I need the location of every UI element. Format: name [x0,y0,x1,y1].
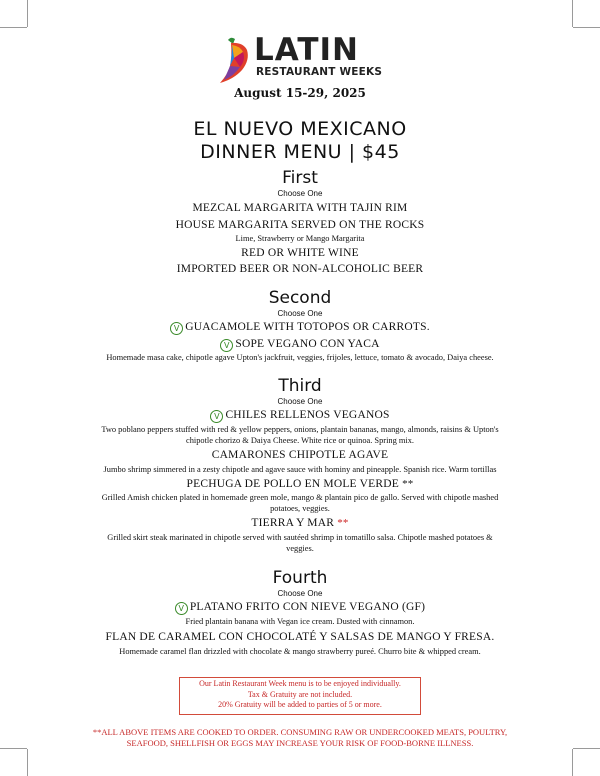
item-description: Lime, Strawberry or Mango Margarita [235,234,365,243]
item-description: Fried plantain banana with Vegan ice cream. Dusted with cinnamon. [185,617,415,626]
menu-item: TIERRA Y MAR ** [251,517,349,529]
policy-notice-box [179,677,421,715]
disclaimer-line: **ALL ABOVE ITEMS ARE COOKED TO ORDER. CONSUMING RAW OR UNDERCOOKED MEATS, POULTRY, [92,727,508,737]
menu-item: V PLATANO FRITO CON NIEVE VEGANO (GF) [0,601,600,615]
menu-item: V GUACAMOLE WITH TOTOPOS OR CARROTS. [0,321,600,335]
course-title-first: First [282,168,318,188]
disclaimer-line: SEAFOOD, SHELLFISH OR EGGS MAY INCREASE YOUR RISK OF FOOD-BORNE ILLNESS. [126,737,474,748]
course-title-fourth: Fourth [272,568,328,588]
notice-line: 20% Gratuity will be added to parties of 5 or more. [218,700,382,709]
chili-pepper-logo-icon [216,36,258,86]
logo-wordmark: LATIN [254,32,359,68]
food-safety-disclaimer [40,727,560,748]
menu-item: HOUSE MARGARITA SERVED ON THE ROCKS [175,219,425,231]
crop-mark [27,749,28,776]
menu-item: V SOPE VEGANO CON YACA [0,338,600,352]
menu-item: V CHILES RELLENOS VEGANOS [0,409,600,423]
menu-title: DINNER MENU | $45 [200,141,400,163]
item-description: Two poblano peppers stuffed with red & yellow peppers, onions, plantain bananas, mango, almonds, raisins & Upton's [101,425,499,434]
disclaimer-mark: ** [92,727,102,737]
choose-one-label: Choose One [277,397,323,406]
item-description: chipotle chorizo & Daiya Cheese. White rice or quinoa. Spring mix. [185,436,414,445]
course-title-third: Third [278,376,322,396]
menu-item: CAMARONES CHIPOTLE AGAVE [211,449,389,461]
menu-item: PECHUGA DE POLLO EN MOLE VERDE ** [186,478,414,490]
choose-one-label: Choose One [277,309,323,318]
item-description: potatoes, veggies. [270,504,330,513]
crop-mark [572,749,573,776]
notice-line: Our Latin Restaurant Week menu is to be enjoyed individually. [199,679,401,688]
item-description: veggies. [286,544,314,553]
restaurant-name: EL NUEVO MEXICANO [193,118,407,140]
latin-restaurant-weeks-logo [216,32,386,86]
item-description: Homemade masa cake, chipotle agave Upton's jackfruit, veggies, frijoles, lettuce, tomato & avocado, Daiya cheese. [106,353,494,362]
logo-subtitle: RESTAURANT WEEKS [256,66,383,78]
vegan-leaf-icon: V [175,602,188,615]
item-description: Homemade caramel flan drizzled with chocolate & mango strawberry pureé. Churro bite & whipped cream. [119,647,481,656]
vegan-leaf-icon: V [170,322,183,335]
course-title-second: Second [268,288,332,308]
event-dates: August 15-29, 2025 [234,86,366,100]
crop-mark [27,0,28,27]
choose-one-label: Choose One [277,189,323,198]
crop-mark [0,748,27,749]
item-description: Jumbo shrimp simmered in a zesty chipotle and agave sauce with hominy and pineapple. Spanish rice. Warm tortillas [103,465,497,474]
choose-one-label: Choose One [277,589,323,598]
vegan-leaf-icon: V [220,339,233,352]
crop-mark [0,27,27,28]
cooked-to-order-mark: ** [402,478,414,490]
crop-mark [573,748,600,749]
crop-mark [573,27,600,28]
cooked-to-order-mark: ** [337,517,349,529]
item-description: Grilled Amish chicken plated in homemade green mole, mango & plantain pico de gallo. Served with chipotle mashed [101,493,499,502]
vegan-leaf-icon: V [210,410,223,423]
menu-item: MEZCAL MARGARITA WITH TAJIN RIM [192,202,408,214]
menu-item: FLAN DE CARAMEL CON CHOCOLATÉ Y SALSAS DE MANGO Y FRESA. [105,631,495,643]
menu-item: IMPORTED BEER OR NON-ALCOHOLIC BEER [176,263,424,275]
notice-line: Tax & Gratuity are not included. [247,689,353,699]
menu-item: RED OR WHITE WINE [241,247,359,259]
item-description: Grilled skirt steak marinated in chipotle served with sautéed shrimp in tomatillo salsa. Chipotle mashed potatoes & [107,533,493,542]
crop-mark [572,0,573,27]
